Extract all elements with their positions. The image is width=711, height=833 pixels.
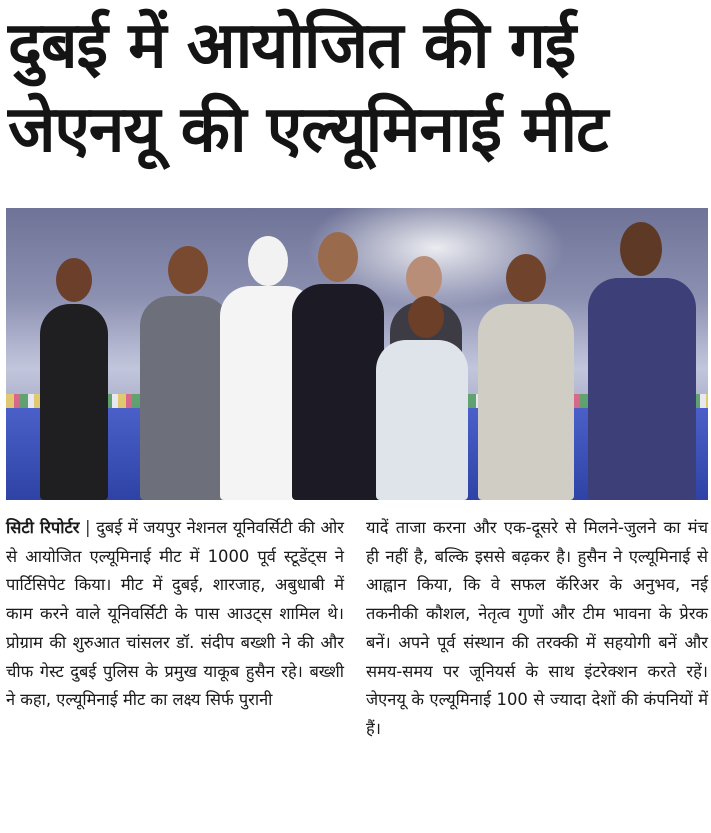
article-text-left: दुबई में जयपुर नेशनल यूनिवर्सिटी की ओर से आयोजित एल्यूमिनाई मीट में 1000 पूर्व स्टूडेंट्स ने पार्टिसिपेट किया। मीट में दुबई, शारजाह, अबुधाबी में काम करने वाले यूनिवर्सिटी के पास आउट्स शामिल थे। प्रोग्राम की शुरुआत चांसलर डॉ. संदीप बख्शी ने की और चीफ गेस्ट दुबई पुलिस के प्रमुख याकूब हुसैन रहे। बख्शी ने कहा, एल्यूमिनाई मीट का लक्ष्य सिर्फ पुरानी [6,518,345,710]
headline-line-2: जेएनयू की एल्यूमिनाई मीट [8,93,608,167]
byline: सिटी रिपोर्टर [6,518,80,537]
headline-line-1: दुबई में आयोजित की गई [8,9,576,83]
article-column-left [6,514,344,715]
person-7 [474,254,578,500]
news-photo [6,208,708,500]
headline [8,4,708,172]
article-body [6,514,708,830]
article-text-right: यादें ताजा करना और एक-दूसरे से मिलने-जुलने का मंच ही नहीं है, बल्कि इससे बढ़कर है। हुसैन ने एल्यूमिनाई से आह्वान किया, कि वे सफल कॅरिअर के अनुभव, नई तकनीकी कौशल, नेतृत्व गुणों और टीम भावना के प्रेरक बनें। अपने पूर्व संस्थान की तरक्की में सहयोगी बनें और समय-समय पर जूनियर्स के साथ इंटरेक्शन करते रहें। जेएनयू के एल्यूमिनाई 100 से ज्यादा देशों की कंपनियों में हैं। [366,518,708,738]
person-6 [372,296,472,500]
byline-separator: | [85,518,91,537]
person-8 [584,222,700,500]
person-1 [34,258,114,500]
article-column-right [366,514,708,744]
